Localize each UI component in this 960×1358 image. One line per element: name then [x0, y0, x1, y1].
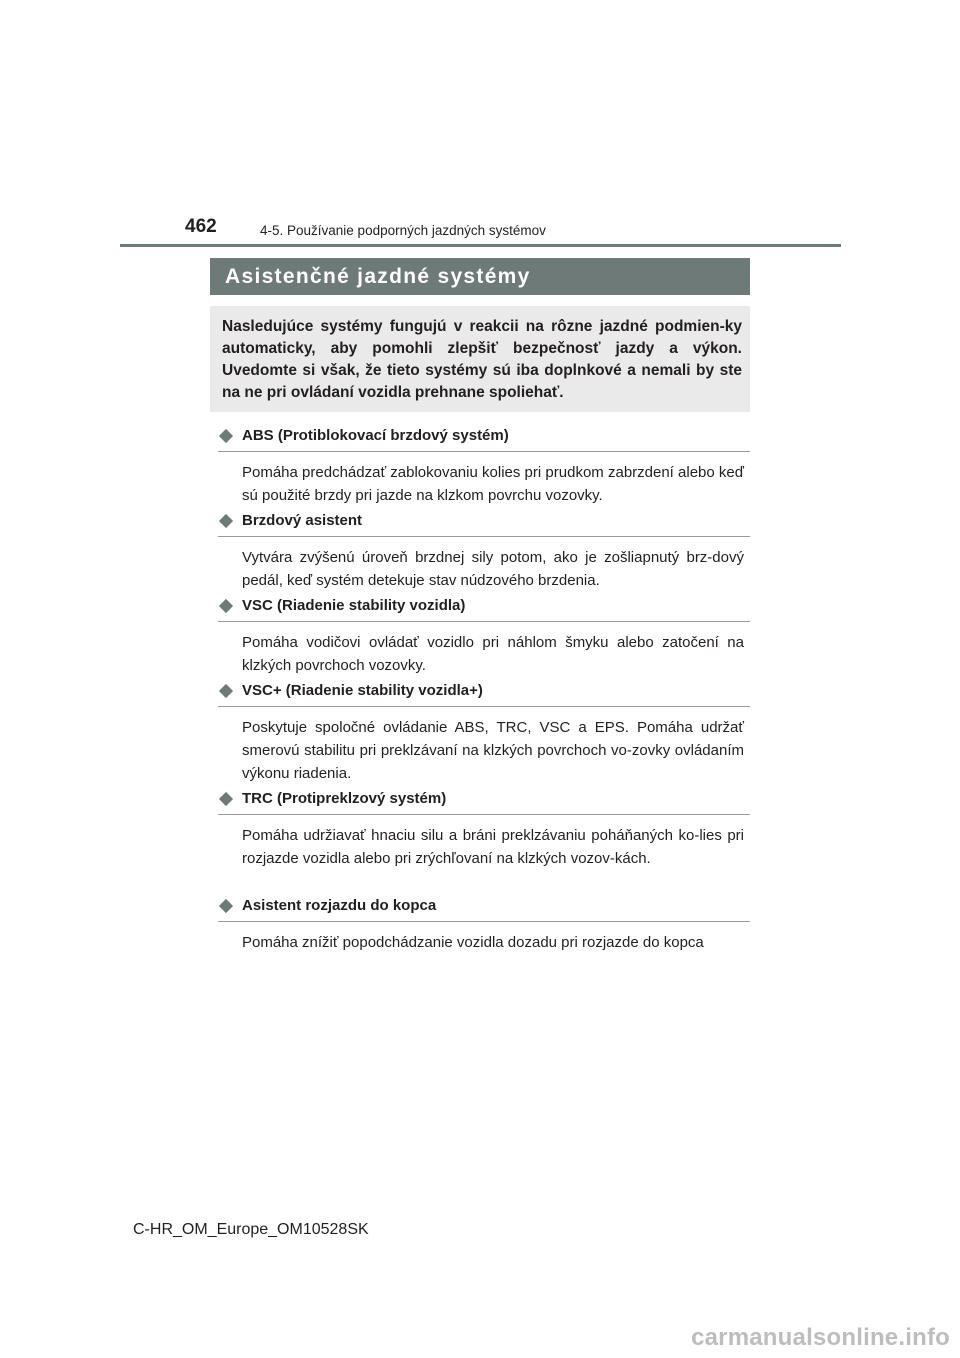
item-heading [218, 427, 750, 452]
list-item [218, 597, 750, 677]
item-body: Vytvára zvýšenú úroveň brzdnej sily potom, ako je zošliapnutý brz-dový pedál, keď systém detekuje stav núdzového brzdenia. [242, 549, 744, 589]
item-heading [218, 682, 750, 707]
diamond-bullet-icon [219, 684, 233, 698]
list-item [218, 427, 750, 507]
item-body: Poskytuje spoločné ovládanie ABS, TRC, VSC a EPS. Pomáha udržať smerovú stabilitu pri preklzávaní na klzkých povrchoch vo-zovky ovládaním výkonu riadenia. [242, 719, 744, 782]
item-heading [218, 512, 750, 537]
item-body: Pomáha predchádzať zablokovaniu kolies pri prudkom zabrzdení alebo keď sú použité brzdy pri jazde na klzkom povrchu vozovky. [242, 464, 744, 504]
list-item [218, 897, 750, 954]
page-number: 462 [185, 216, 217, 237]
item-title: Asistent rozjazdu do kopca [242, 897, 437, 914]
page-title-bar [210, 258, 750, 295]
list-item [218, 682, 750, 785]
item-title: VSC+ (Riadenie stability vozidla+) [242, 682, 483, 699]
watermark: carmanualsonline.info [691, 1324, 950, 1351]
page-title: Asistenčné jazdné systémy [225, 265, 531, 288]
header-divider [120, 244, 841, 247]
item-title: ABS (Protiblokovací brzdový systém) [242, 427, 509, 444]
intro-text: Nasledujúce systémy fungujú v reakcii na rôzne jazdné podmien-ky automaticky, aby pomohli zlepšiť bezpečnosť jazdy a výkon. Uvedomte si však, že tieto systémy sú iba doplnkové a nemali by ste na ne pri ovládaní vozidla prehnane spoliehať. [222, 318, 742, 401]
item-body: Pomáha vodičovi ovládať vozidlo pri náhlom šmyku alebo zatočení na klzkých povrchoch vozovky. [242, 634, 744, 674]
diamond-bullet-icon [219, 899, 233, 913]
item-body: Pomáha udržiavať hnaciu silu a bráni preklzávaniu poháňaných ko-lies pri rozjazde vozidla alebo pri zrýchľovaní na klzkých vozov-kách. [242, 827, 744, 867]
item-title: VSC (Riadenie stability vozidla) [242, 597, 466, 614]
item-title: Brzdový asistent [242, 512, 363, 529]
item-heading [218, 897, 750, 922]
document-footer: C-HR_OM_Europe_OM10528SK [133, 1221, 369, 1238]
diamond-bullet-icon [219, 792, 233, 806]
item-heading [218, 597, 750, 622]
item-title: TRC (Protipreklzový systém) [242, 790, 447, 807]
diamond-bullet-icon [219, 429, 233, 443]
item-heading [218, 790, 750, 815]
list-item [218, 512, 750, 592]
list-item [218, 790, 750, 870]
intro-box [210, 306, 750, 412]
section-header: 4-5. Používanie podporných jazdných systémov [260, 223, 546, 238]
diamond-bullet-icon [219, 599, 233, 613]
diamond-bullet-icon [219, 514, 233, 528]
item-body: Pomáha znížiť popodchádzanie vozidla dozadu pri rozjazde do kopca [242, 934, 704, 951]
